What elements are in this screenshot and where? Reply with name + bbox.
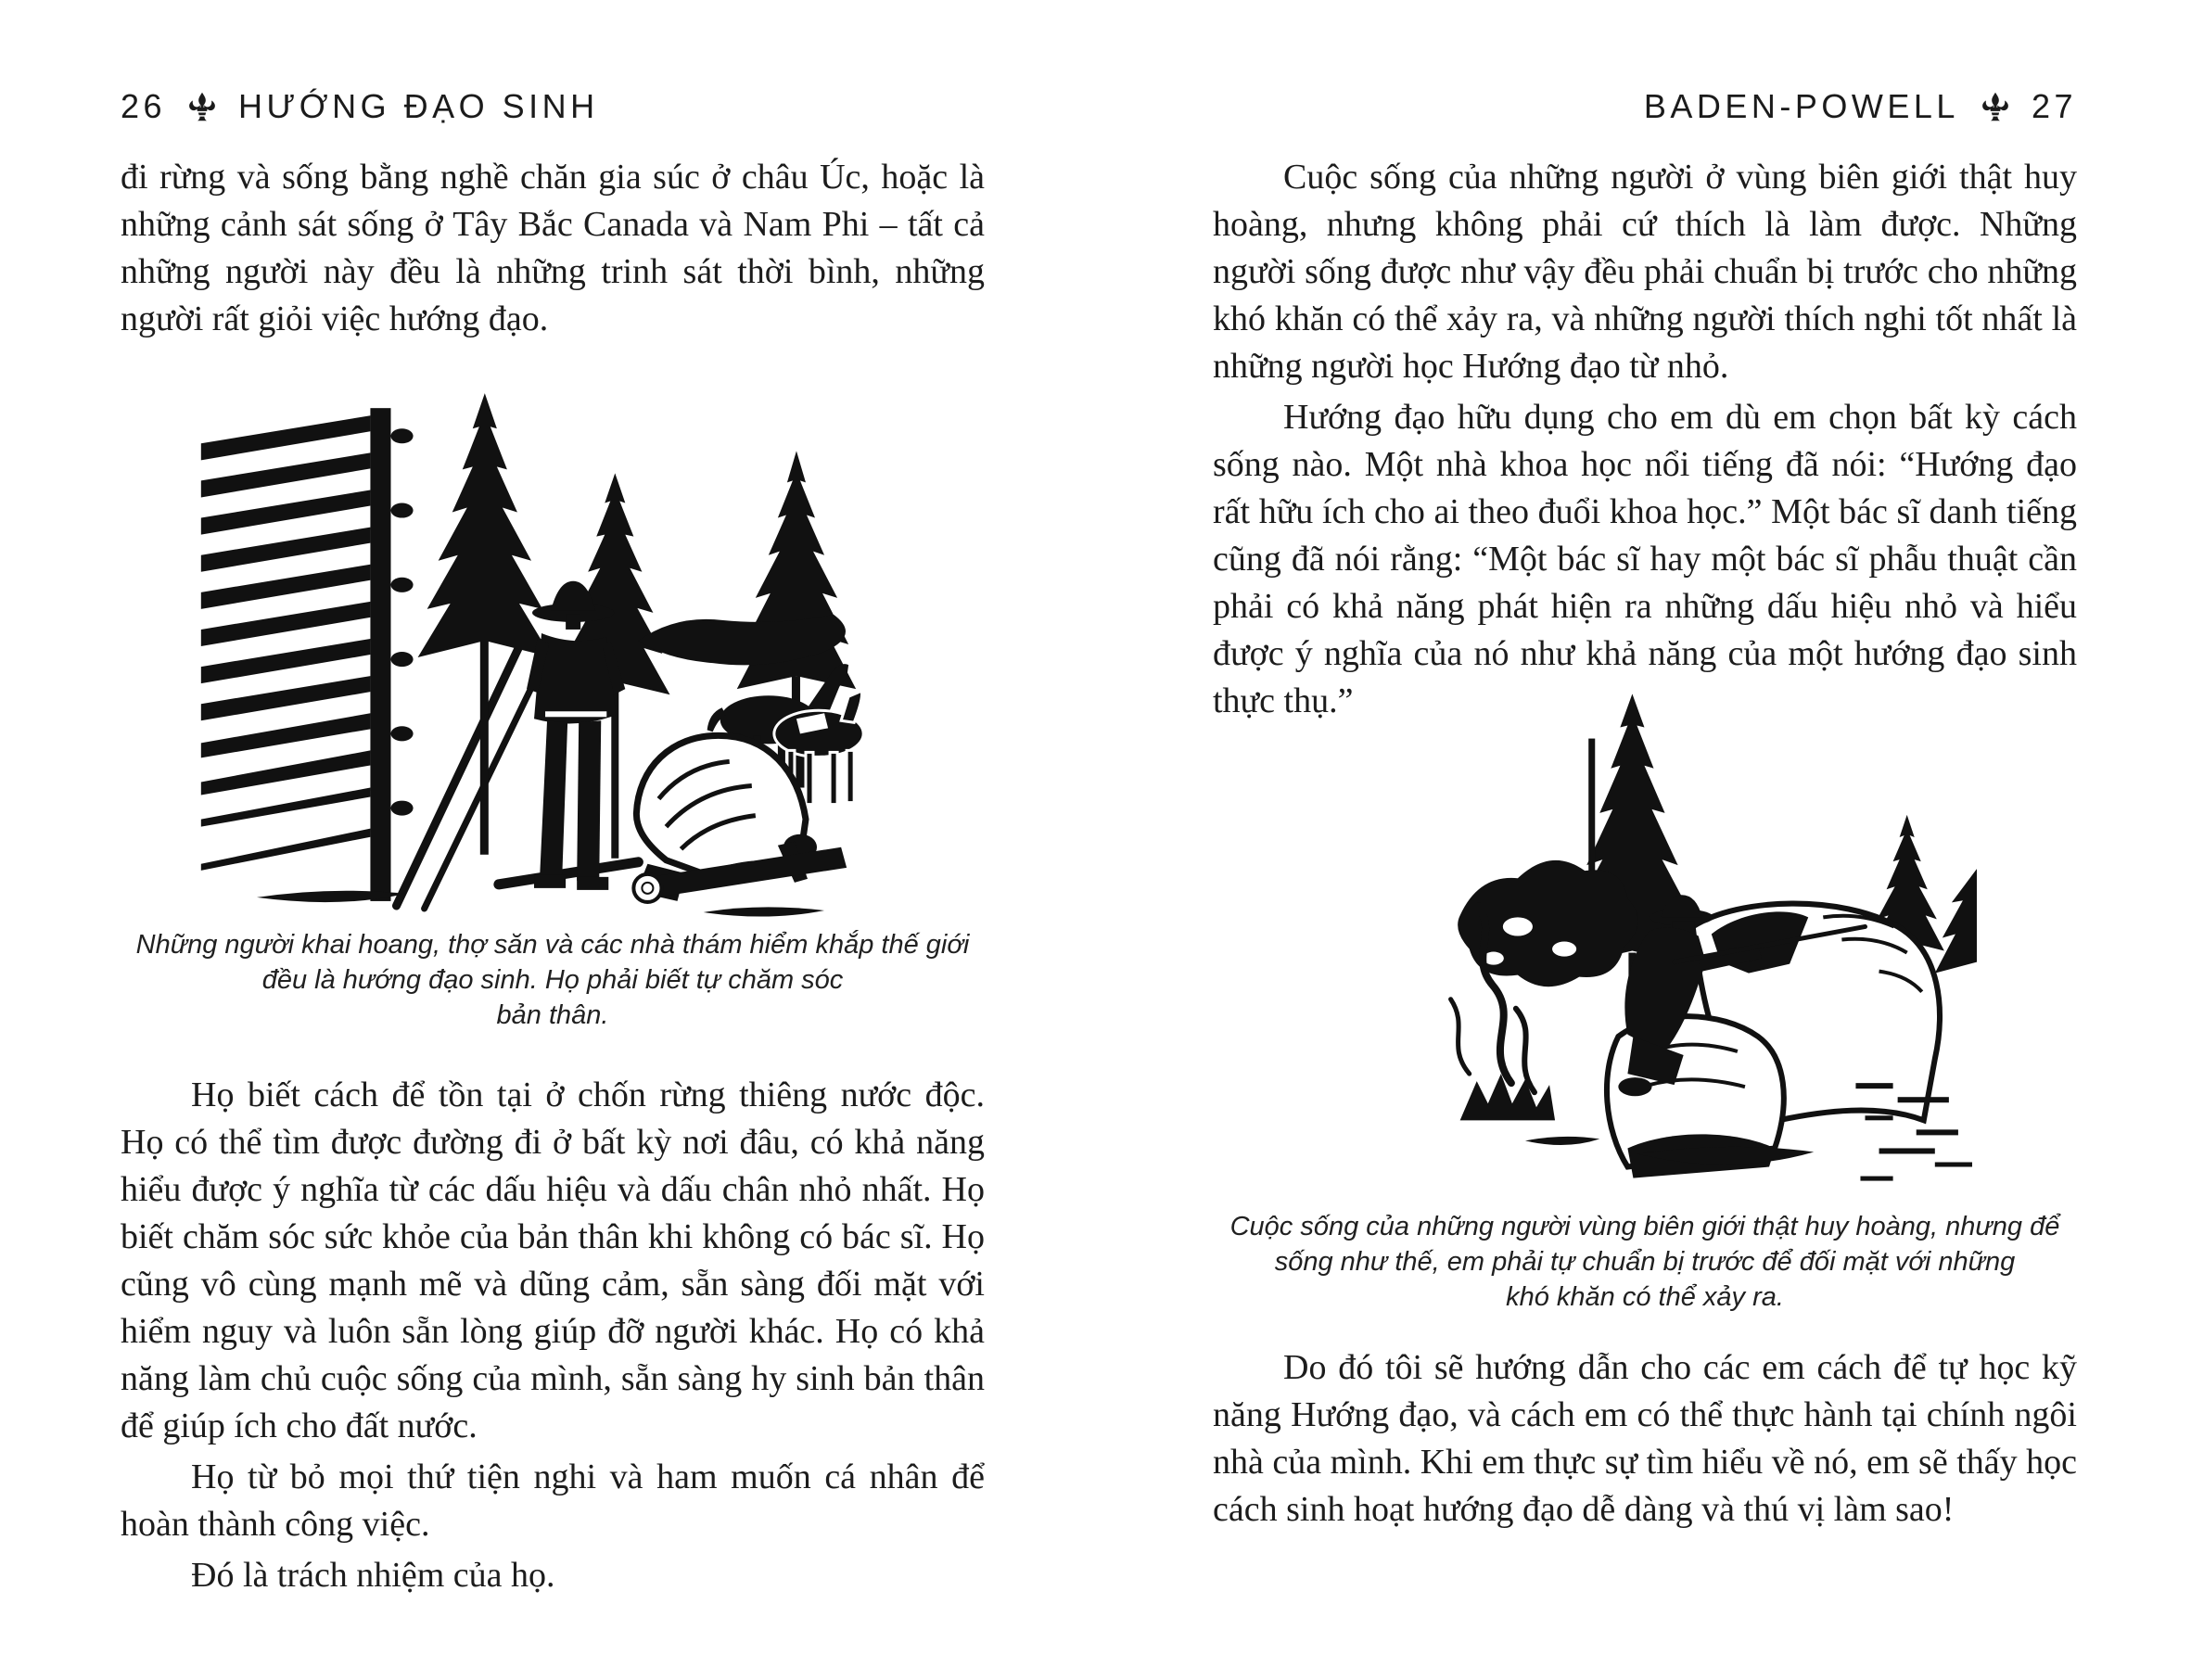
right-final-paragraph — [1213, 1344, 2077, 1537]
caption-line: khó khăn có thể xảy ra. — [1506, 1282, 1784, 1312]
paragraph: Do đó tôi sẽ hướng dẫn cho các em cách để tự học kỹ năng Hướng đạo, và cách em có thể thực hành tại chính ngôi nhà của mình. Khi em thực sự tìm hiểu về nó, em sẽ thấy học cách sinh hoạt hướng đạo dễ dàng và thú vị làm sao! — [1213, 1348, 2077, 1529]
pioneers-artwork — [200, 362, 862, 920]
right-header-title: BADEN-POWELL — [1643, 87, 1959, 125]
caption-line: Cuộc sống của những người vùng biên giới thật huy hoàng, nhưng để — [1229, 1212, 2060, 1241]
page-left — [121, 0, 985, 1680]
caption-line: bản thân. — [496, 1000, 609, 1030]
left-illustration-caption — [121, 927, 985, 1033]
paragraph: đi rừng và sống bằng nghề chăn gia súc ở châu Úc, hoặc là những cảnh sát sống ở Tây Bắc Canada và Nam Phi – tất cả những người này đều là những trinh sát thời bình, những người rất giỏi việc hướng đạo. — [121, 158, 985, 338]
paragraph: Cuộc sống của những người ở vùng biên giới thật huy hoàng, nhưng không phải cứ thích là làm được. Những người sống được như vậy đều phải chuẩn bị trước cho những khó khăn có thể xảy ra, và những người thích nghi tốt nhất là những người học Hướng đạo từ nhỏ. — [1213, 158, 2077, 386]
paragraph: Hướng đạo hữu dụng cho em dù em chọn bất kỳ cách sống nào. Một nhà khoa học nổi tiếng đã nói: “Hướng đạo rất hữu ích cho ai theo đuổi khoa học.” Một bác sĩ danh tiếng cũng đã nói rằng: “Một bác sĩ hay một bác sĩ phẫu thuật cần phải có khả năng phát hiện ra những dấu hiệu nhỏ và hiểu được ý nghĩa của nó như khả năng của một hướng đạo sinh thực thụ.” — [1213, 398, 2077, 720]
left-paragraph-1 — [121, 154, 985, 347]
left-page-number: 26 — [121, 87, 167, 125]
paragraph: Họ từ bỏ mọi thứ tiện nghi và ham muốn cá nhân để hoàn thành công việc. — [121, 1457, 985, 1544]
right-page-number: 27 — [2031, 87, 2077, 125]
fleur-de-lis-icon — [1980, 90, 2011, 123]
campfire-artwork — [1320, 682, 1977, 1202]
paragraph: Họ biết cách để tồn tại ở chốn rừng thiêng nước độc. Họ có thể tìm được đường đi ở bất kỳ nơi đâu, có khả năng hiểu được ý nghĩa từ các dấu hiệu và dấu chân nhỏ nhất. Họ biết chăm sóc sức khỏe của bản thân khi không có bác sĩ. Họ cũng vô cùng mạnh mẽ và dũng cảm, sẵn sàng đối mặt với hiểm nguy và luôn sẵn lòng giúp đỡ người khác. Họ có khả năng làm chủ cuộc sống của mình, sẵn sàng hy sinh bản thân để giúp ích cho đất nước. — [121, 1075, 985, 1445]
left-running-head — [121, 87, 985, 126]
illustration-pioneers-camp — [200, 362, 862, 920]
right-running-head — [1213, 87, 2077, 126]
right-illustration-caption — [1213, 1209, 2077, 1315]
caption-line: Những người khai hoang, thợ săn và các nhà thám hiểm khắp thế giới — [135, 930, 970, 960]
page-right — [1213, 0, 2077, 1680]
left-paragraphs — [121, 1072, 985, 1603]
fleur-de-lis-icon — [186, 90, 218, 123]
log-cabin-wall — [201, 408, 414, 901]
paragraph: Đó là trách nhiệm của họ. — [191, 1556, 555, 1595]
caption-line: đều là hướng đạo sinh. Họ phải biết tự chăm sóc — [261, 965, 844, 995]
left-header-title: HƯỚNG ĐẠO SINH — [238, 87, 599, 125]
caption-line: sống như thế, em phải tự chuẩn bị trước để đối mặt với những — [1274, 1247, 2016, 1277]
right-paragraphs — [1213, 154, 2077, 729]
ground-shadows — [257, 891, 824, 917]
illustration-frontiersman-campfire — [1320, 682, 1977, 1202]
